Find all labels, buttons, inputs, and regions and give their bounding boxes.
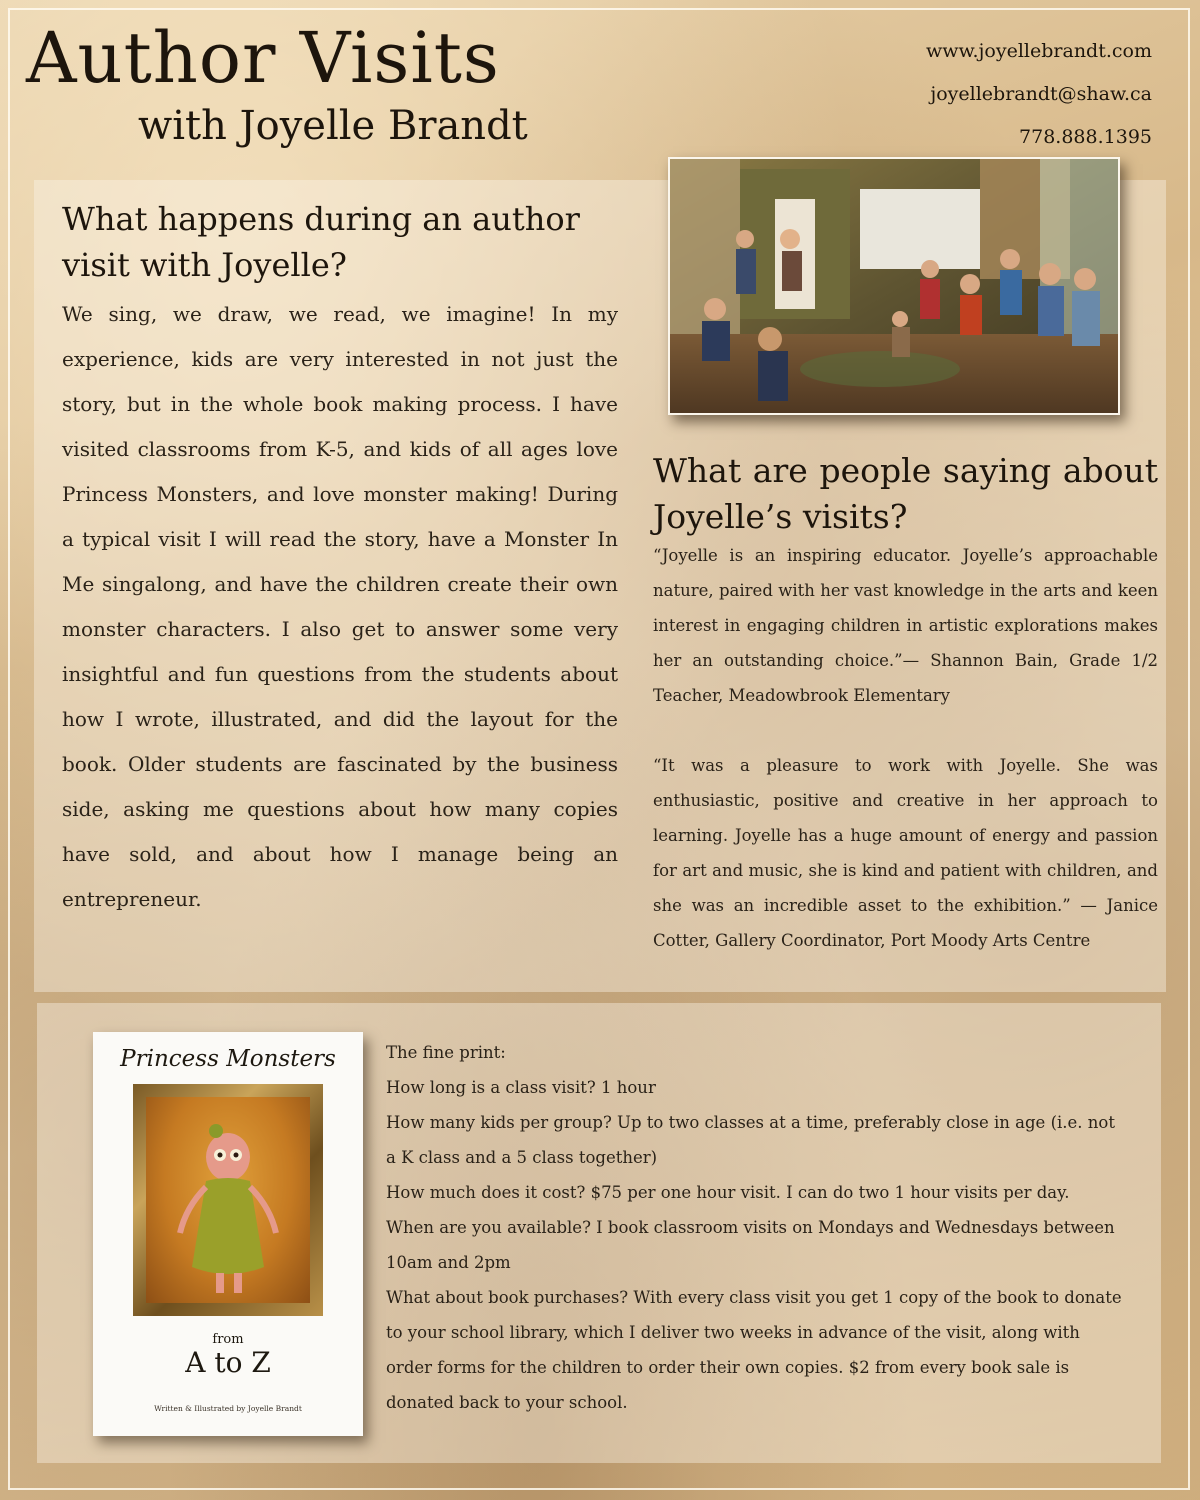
page-subtitle: with Joyelle Brandt <box>138 103 528 149</box>
fine-print-line: The fine print: <box>386 1043 506 1062</box>
book-from-label: from <box>212 1332 244 1347</box>
classroom-photo <box>668 157 1120 415</box>
website-link[interactable]: www.joyellebrandt.com <box>925 40 1152 62</box>
fine-print-line: How long is a class visit? 1 hour <box>386 1078 656 1097</box>
page-title: Author Visits <box>26 17 500 99</box>
book-cover-illustration <box>146 1097 310 1303</box>
book-cover <box>93 1032 363 1436</box>
visit-heading: What happens during an author visit with Joyelle? <box>62 200 580 284</box>
contact-block <box>926 30 1152 159</box>
fine-print-line: When are you available? I book classroom visits on Mondays and Wednesdays between 10am and 2pm <box>386 1218 1115 1272</box>
book-title: Princess Monsters <box>120 1046 336 1072</box>
visit-description: We sing, we draw, we read, we imagine! In my experience, kids are very interested in not just the story, but in the whole book making process. I have visited classrooms from K-5, and kids of all ages love Princess Monsters, and love monster making! During a typical visit I will read the story, have a Monster In Me singalong, and have the children create their own monster characters. I also get to answer some very insightful and fun questions from the students about how I wrote, illustrated, and did the layout for the book. Older students are fascinated by the business side, asking me questions about how many copies have sold, and about how I manage being an entrepreneur. <box>62 302 618 911</box>
testimonials-heading: What are people saying about Joyelle’s visits? <box>653 451 1158 536</box>
book-atoz-label: A to Z <box>185 1346 271 1379</box>
phone-number: 778.888.1395 <box>1019 126 1152 148</box>
book-credit: Written & Illustrated by Joyelle Brandt <box>154 1404 302 1413</box>
fine-print-line: What about book purchases? With every class visit you get 1 copy of the book to donate to your school library, which I deliver two weeks in advance of the visit, along with order forms for the children to order their own copies. $2 from every book sale is donated back to your school. <box>386 1288 1122 1412</box>
email-link[interactable]: joyellebrandt@shaw.ca <box>930 83 1152 105</box>
testimonial-quote: “It was a pleasure to work with Joyelle. She was enthusiastic, positive and creative in her approach to learning. Joyelle has a huge amount of energy and passion for art and music, she is kind and patient with children, and she was an incredible asset to the exhibition.” — Janice Cotter, Gallery Coordinator, Port Moody Arts Centre <box>653 756 1158 950</box>
fine-print <box>386 1035 1126 1420</box>
fine-print-line: How many kids per group? Up to two classes at a time, preferably close in age (i.e. not a K class and a 5 class together) <box>386 1113 1115 1167</box>
fine-print-line: How much does it cost? $75 per one hour visit. I can do two 1 hour visits per day. <box>386 1183 1070 1202</box>
book-cover-frame <box>133 1084 323 1316</box>
testimonial-quote: “Joyelle is an inspiring educator. Joyelle’s approachable nature, paired with her vast knowledge in the arts and keen interest in engaging children in artistic explorations makes her an outstanding choice.”— Shannon Bain, Grade 1/2 Teacher, Meadowbrook Elementary <box>653 546 1158 705</box>
